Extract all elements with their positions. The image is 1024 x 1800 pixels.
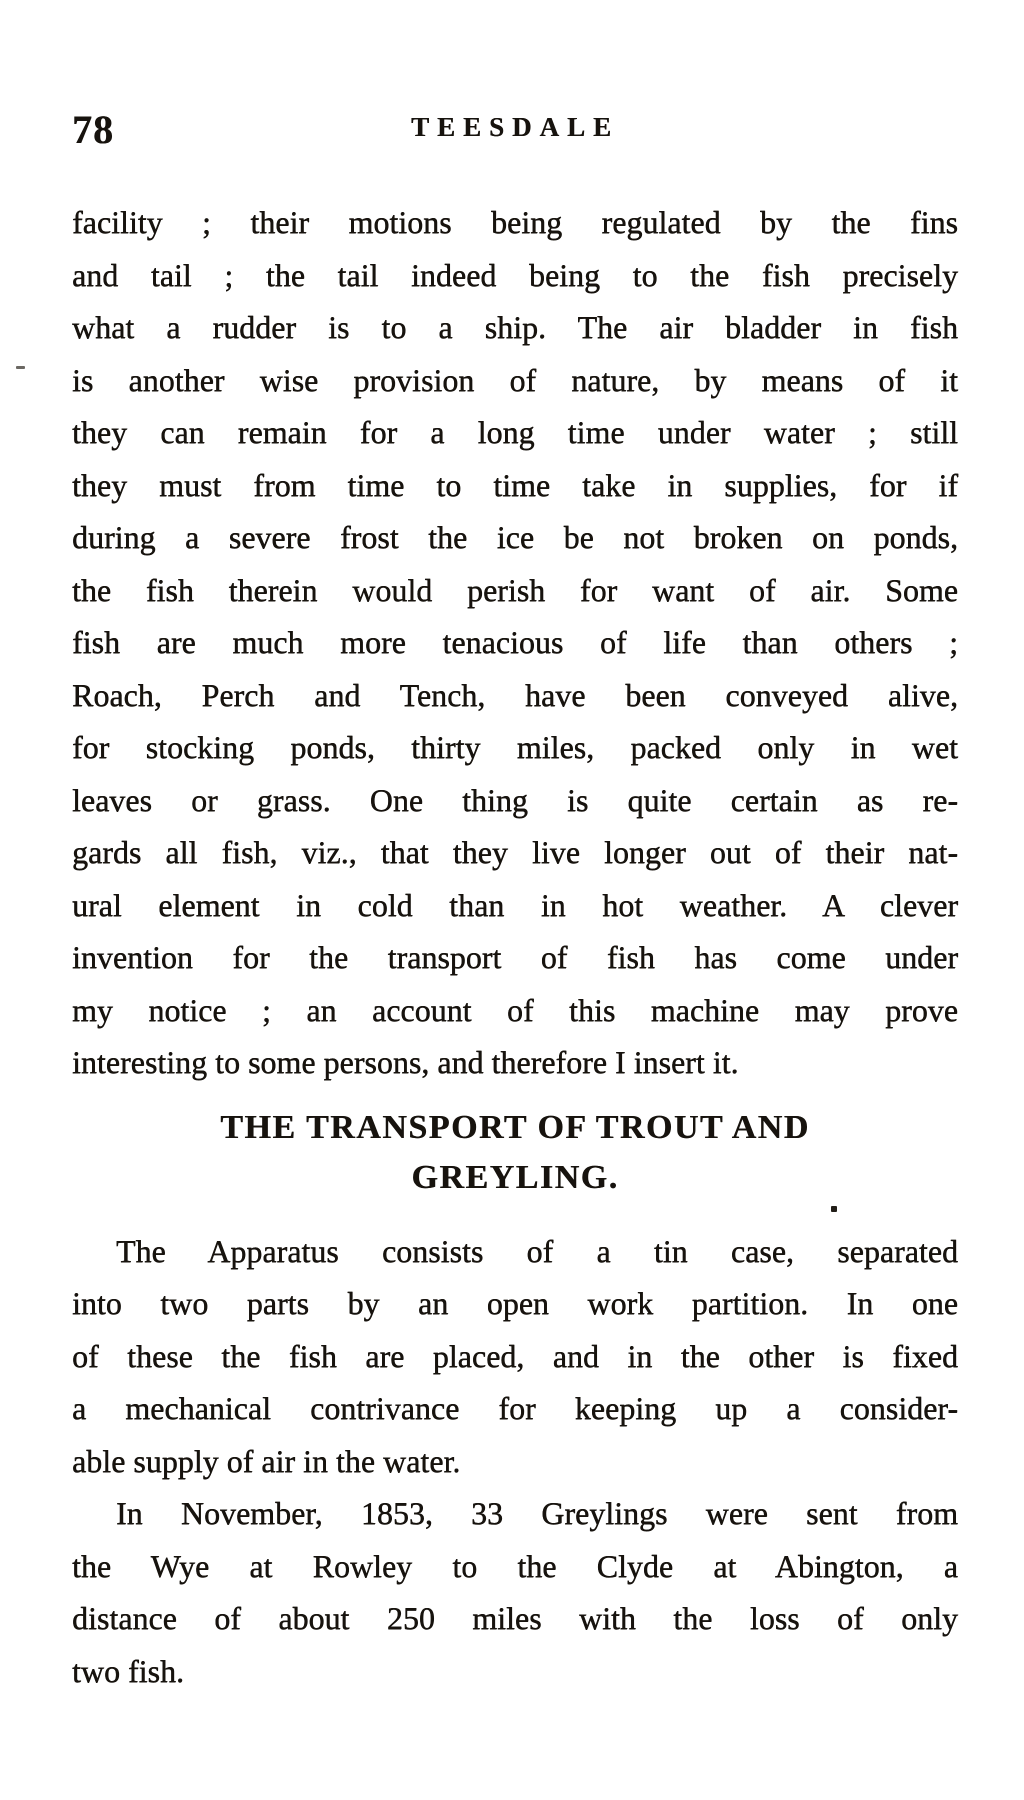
ink-speck <box>831 1206 837 1212</box>
text-line: of these the fish are placed, and in the other is fixed <box>72 1337 958 1374</box>
page-number: 78 <box>72 107 114 152</box>
text-line: for stocking ponds, thirty miles, packed only in wet <box>72 729 958 765</box>
text-line: they can remain for a long time under water ; still <box>72 414 958 450</box>
text-line: leaves or grass. One thing is quite certain as re- <box>72 781 958 818</box>
page-body <box>72 196 958 1697</box>
text-line: distance of about 250 miles with the loss of only <box>72 1600 958 1636</box>
section-heading-line-1: THE TRANSPORT OF TROUT AND <box>220 1108 810 1146</box>
section-heading <box>72 1103 958 1203</box>
text-line: is another wise provision of nature, by means of it <box>72 361 958 398</box>
text-line: the fish therein would perish for want of air. Some <box>72 571 958 608</box>
text-line: facility ; their motions being regulated by the fins <box>72 204 958 240</box>
text-line: gards all fish, viz., that they live longer out of their nat- <box>72 834 958 870</box>
paragraph-3 <box>72 1487 958 1697</box>
text-line: fish are much more tenacious of life than others ; <box>72 624 958 660</box>
running-head: TEESDALE <box>410 112 620 142</box>
text-line: during a severe frost the ice be not broken on ponds, <box>72 519 958 555</box>
text-line: interesting to some persons, and therefore I insert it. <box>72 1044 739 1080</box>
text-line: two fish. <box>72 1652 184 1689</box>
paragraph-1 <box>72 196 958 1089</box>
text-line: The Apparatus consists of a tin case, separated <box>116 1232 958 1269</box>
text-line: what a rudder is to a ship. The air bladder in fish <box>72 309 958 345</box>
ink-speck <box>16 366 25 369</box>
text-line: ural element in cold than in hot weather. A clever <box>72 886 958 923</box>
text-line: invention for the transport of fish has come under <box>72 939 958 975</box>
text-line: they must from time to time take in supplies, for if <box>72 466 958 503</box>
text-line: the Wye at Rowley to the Clyde at Abington, a <box>72 1547 958 1584</box>
text-line: Roach, Perch and Tench, have been conveyed alive, <box>72 676 958 713</box>
paragraph-2 <box>72 1225 958 1488</box>
text-line: and tail ; the tail indeed being to the fish precisely <box>72 256 958 293</box>
text-line: In November, 1853, 33 Greylings were sent from <box>116 1495 958 1531</box>
page-header <box>72 106 958 154</box>
section-heading-line-2: GREYLING. <box>411 1158 619 1196</box>
text-line: into two parts by an open work partition. In one <box>72 1285 958 1321</box>
text-line: able supply of air in the water. <box>72 1442 461 1479</box>
text-line: a mechanical contrivance for keeping up a consider- <box>72 1390 958 1426</box>
text-line: my notice ; an account of this machine may prove <box>72 991 958 1028</box>
